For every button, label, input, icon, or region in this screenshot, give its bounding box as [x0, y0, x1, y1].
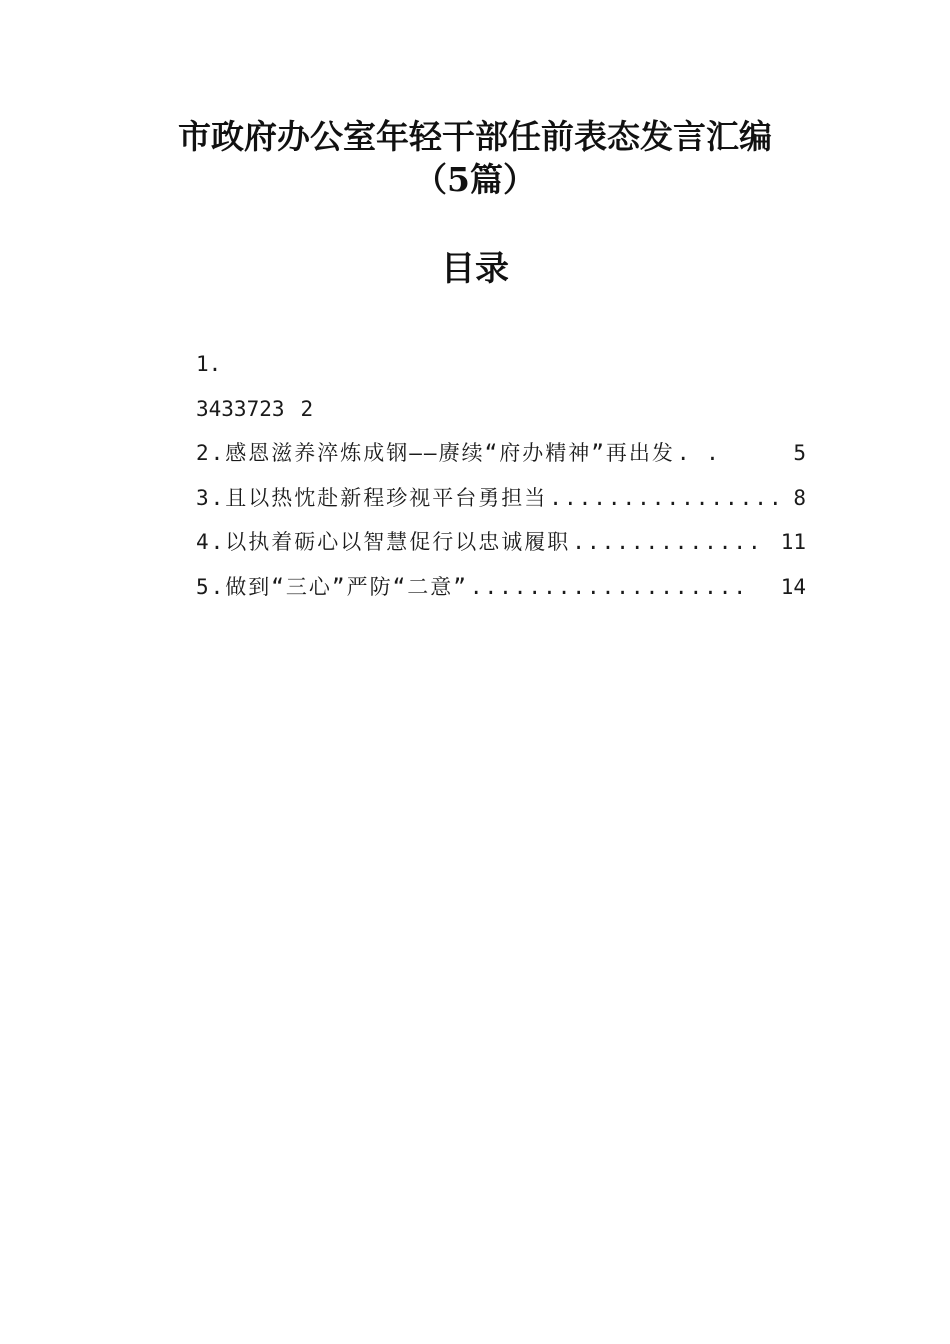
- toc-heading: 目录: [441, 249, 509, 289]
- toc-entry-number: 1.: [196, 352, 222, 376]
- toc-entry-page: 14: [780, 574, 806, 599]
- toc-entry-title: 2.感恩滋养淬炼成钢——赓续“府办精神”再出发: [196, 441, 675, 466]
- toc-entry-1-continuation: [196, 391, 806, 436]
- toc-entry-title: 4.以执着砺心以智慧促行以忠诚履职: [196, 530, 571, 555]
- toc-entry-4[interactable]: [196, 524, 806, 569]
- toc-entry-page: 11: [780, 530, 806, 555]
- toc-entry-1[interactable]: [196, 346, 806, 391]
- toc-entry-2[interactable]: [196, 435, 806, 480]
- toc-entry-page: 8: [793, 485, 806, 510]
- toc-entry-title: 5.做到“三心”严防“二意”: [196, 574, 468, 599]
- toc-entry-5[interactable]: [196, 569, 806, 614]
- toc-dot-leader: ...................: [469, 574, 749, 599]
- toc-dot-leader: .............: [572, 530, 763, 555]
- document-subtitle: （5篇）: [414, 160, 536, 199]
- toc-entry-code: 3433723: [196, 396, 285, 421]
- toc-dot-leader: . .: [676, 441, 721, 466]
- toc-entry-page: 2: [300, 396, 314, 421]
- table-of-contents: [196, 346, 806, 614]
- toc-entry-page: 5: [793, 441, 806, 466]
- document-title: 市政府办公室年轻干部任前表态发言汇编: [178, 117, 772, 156]
- toc-entry-3[interactable]: [196, 480, 806, 525]
- toc-entry-title: 3.且以热忱赴新程珍视平台勇担当: [196, 485, 548, 510]
- toc-dot-leader: ................: [549, 485, 784, 510]
